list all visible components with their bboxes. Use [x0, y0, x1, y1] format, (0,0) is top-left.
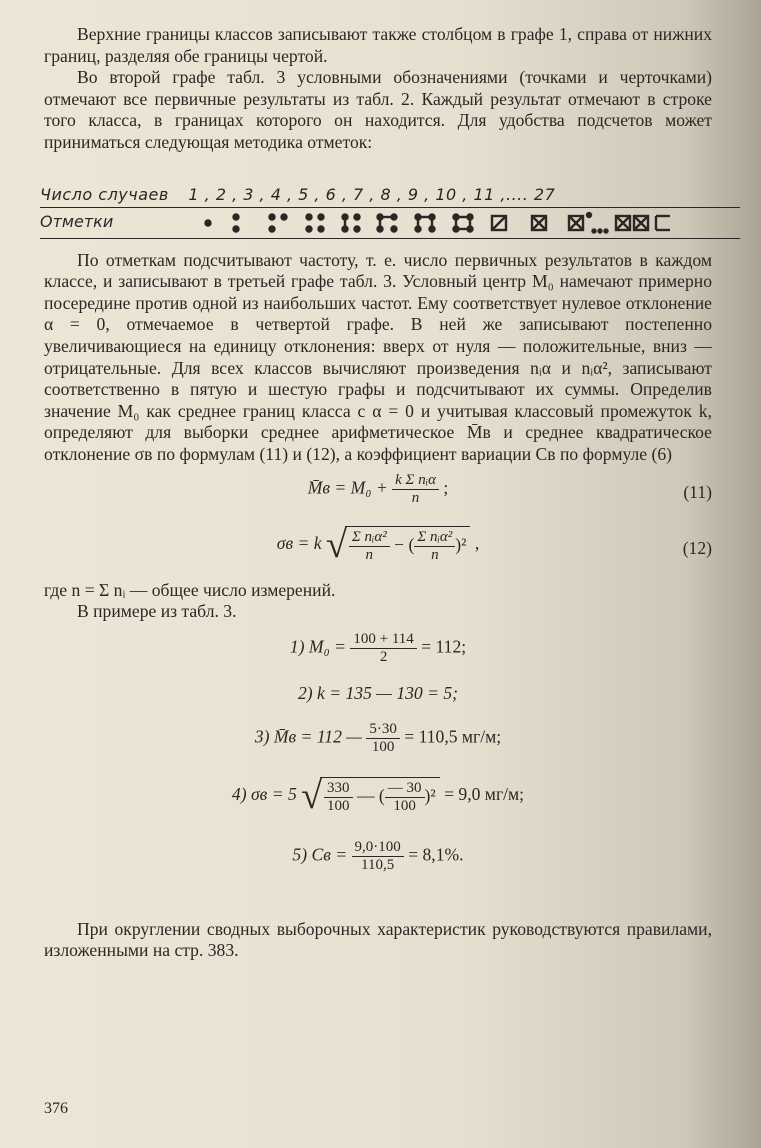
formula-11-lhs: M̄в = M₀ +: [307, 477, 388, 498]
calc-4-radicand: $\frac{330}{100}$ — ( $\frac{— 30}{100}$ )²: [320, 777, 440, 815]
calc-3-pre: 3) M̄в = 112 —: [254, 726, 362, 747]
marks-table: [40, 184, 712, 250]
formula-12-radicand: $\frac{\text{Σ nᵢα²}}{n}$ − ( $\frac{\text{Σ nᵢα²}}{n}$ )²: [345, 526, 471, 564]
formula-11-tail: ;: [443, 477, 449, 498]
formula-12-a-denominator: n: [365, 546, 374, 563]
formula-12-tail: ,: [474, 532, 480, 553]
calc-4-post: = 9,0 мг/м;: [444, 783, 525, 804]
calc-1: [44, 631, 712, 675]
calc-2-text: 2) k = 135 — 130 = 5;: [297, 682, 459, 703]
sqrt-sign: √: [325, 523, 347, 566]
page-number: 376: [44, 1100, 68, 1117]
formula-11: [44, 472, 712, 516]
calc-5: [44, 839, 712, 883]
formula-12-number: (12): [682, 537, 712, 558]
calc-5-denominator: 110,5: [361, 856, 395, 873]
calc-3: [44, 721, 712, 765]
calc-3-numerator: 5·30: [366, 721, 400, 739]
formula-12-a-numerator: Σ nᵢα²: [349, 529, 390, 547]
calc-4-b-numerator: — 30: [385, 780, 425, 798]
paragraph-3: По отметкам подсчитывают частоту, т. е. число первичных результатов в каждом классе, и записывают в третьей графе табл. 3. Условный центр M₀ намечают примерно посередине против одной из наибольших частот. Ему соответствует нулевое отклонение α = 0, отмечаемое в четвертой графе. В ней же записывают постепенно увеличивающиеся на единицу отклонения: вверх от нуля — положительные, вниз — отрицательные. Для всех классов вычисляют произведения nᵢα и nᵢα², записывают соответственно в пятую и шестую графы и подсчитывают их суммы. Определив значение M₀ как среднее границ класса с α = 0 и учитывая классовый промежуток k, определяют для выборки среднее арифметическое M̄в и среднее квадратическое отклонение σв по формулам (11) и (12), а коэффициент вариации Cв по формуле (6): [44, 249, 712, 464]
calc-5-numerator: 9,0·100: [352, 839, 404, 857]
formula-11-denominator: n: [411, 489, 420, 506]
marks-label: Отметки: [40, 211, 114, 231]
cases-label: Число случаев: [40, 184, 169, 204]
calc-1-post: = 112;: [421, 636, 467, 657]
calc-5-post: = 8,1%.: [408, 844, 464, 865]
calc-5-pre: 5) Cв =: [292, 844, 348, 865]
calc-3-post: = 110,5 мг/м;: [404, 726, 502, 747]
calc-4: [44, 774, 712, 831]
calc-4-b-denominator: 100: [393, 797, 416, 814]
formula-12-lhs: σв = k: [276, 532, 322, 553]
calc-1-numerator: 100 + 114: [350, 631, 416, 649]
calc-4-minus: —: [356, 785, 375, 806]
calc-4-a-numerator: 330: [324, 780, 353, 798]
calc-4-sqrt-sign: √: [301, 774, 323, 817]
cases-row: [40, 184, 740, 209]
calc-3-denominator: 100: [371, 738, 395, 755]
formula-11-numerator: k Σ nᵢα: [392, 472, 439, 490]
formula-12-minus: −: [394, 534, 405, 555]
calc-2: [44, 683, 712, 715]
page-body: [40, 24, 712, 962]
formula-12: [44, 522, 712, 580]
cases-values: 1 , 2 , 3 , 4 , 5 , 6 , 7 , 8 , 9 , 10 , 11 ,.... 27: [188, 184, 556, 204]
tally-marks-graphic: [204, 211, 744, 235]
calc-4-pre: 4) σв = 5: [231, 783, 297, 804]
paragraph-4: где n = Σ nᵢ — общее число измерений.: [44, 579, 336, 600]
formula-12-b-denominator: n: [431, 546, 439, 563]
paragraph-5: В примере из табл. 3.: [77, 601, 237, 622]
calc-4-a-denominator: 100: [327, 797, 350, 814]
formula-11-number: (11): [683, 481, 712, 502]
calc-1-denominator: 2: [379, 648, 388, 665]
paragraph-1: Верхние границы классов записывают также столбцом в графе 1, справа от нижних границ, разделяя обе границы чертой.: [44, 24, 712, 66]
paragraph-6: При округлении сводных выборочных характеристик руководствуются правилами, изложенными на стр. 383.: [44, 918, 712, 961]
formula-11-fraction: [392, 472, 439, 507]
calc-1-pre: 1) M₀ =: [289, 636, 346, 657]
paragraph-2: Во второй графе табл. 3 условными обозначениями (точками и черточками) отмечают все первичные результаты из табл. 2. Каждый результат отмечают в строке того класса, в границах которого он находится. Для удобства подсчетов может приниматься следующая методика отметок:: [44, 67, 712, 152]
formula-12-b-numerator: Σ nᵢα²: [414, 529, 455, 547]
